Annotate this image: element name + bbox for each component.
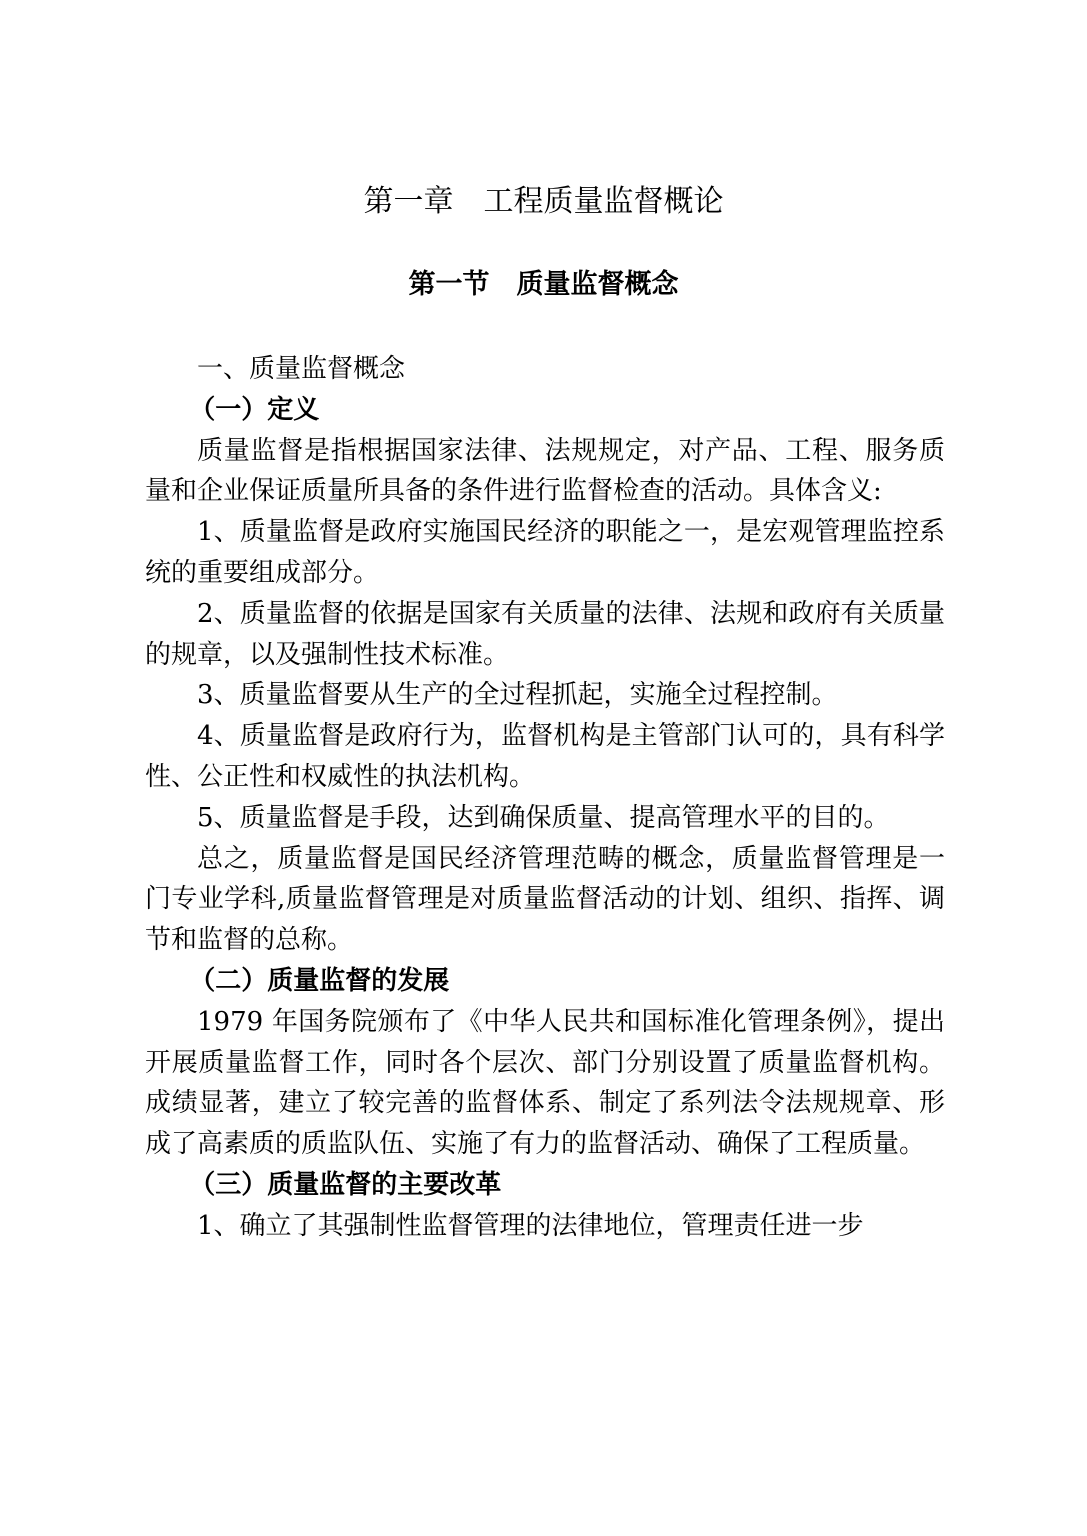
paragraph: 质量监督是指根据国家法律、法规规定，对产品、工程、服务质量和企业保证质量所具备的条件进行监督检查的活动。具体含义:	[145, 435, 945, 507]
paragraph: 3、质量监督要从生产的全过程抓起，实施全过程控制。	[197, 680, 838, 711]
subheading-reform: （三）质量监督的主要改革	[189, 1169, 502, 1200]
paragraph: 1、质量监督是政府实施国民经济的职能之一，是宏观管理监控系统的重要组成部分。	[145, 517, 945, 588]
heading-level-1: 一、质量监督概念	[197, 354, 406, 384]
chapter-title: 第一章 工程质量监督概论	[363, 184, 724, 219]
paragraph: 1、确立了其强制性监督管理的法律地位，管理责任进一步	[197, 1210, 864, 1241]
subheading-development: （二）质量监督的发展	[189, 965, 450, 996]
paragraph: 4、质量监督是政府行为，监督机构是主管部门认可的，具有科学性、公正性和权威性的执法机构。	[145, 721, 945, 792]
section-title: 第一节 质量监督概念	[408, 269, 679, 300]
paragraph: 1979 年国务院颁布了《中华人民共和国标准化管理条例》，提出开展质量监督工作，同时各个层次、部门分别设置了质量监督机构。成绩显著，建立了较完善的监督体系、制定了系列法令法规规章、形成了高素质的质监队伍、实施了有力的监督活动、确保了工程质量。	[145, 1006, 945, 1160]
paragraph: 总之，质量监督是国民经济管理范畴的概念，质量监督管理是一门专业学科,质量监督管理是对质量监督活动的计划、组织、指挥、调节和监督的总称。	[145, 843, 945, 956]
document-body	[145, 349, 945, 1247]
paragraph: 2、质量监督的依据是国家有关质量的法律、法规和政府有关质量的规章，以及强制性技术标准。	[145, 598, 945, 670]
paragraph: 5、质量监督是手段，达到确保质量、提高管理水平的目的。	[197, 802, 890, 833]
subheading-definition: （一）定义	[189, 394, 320, 425]
